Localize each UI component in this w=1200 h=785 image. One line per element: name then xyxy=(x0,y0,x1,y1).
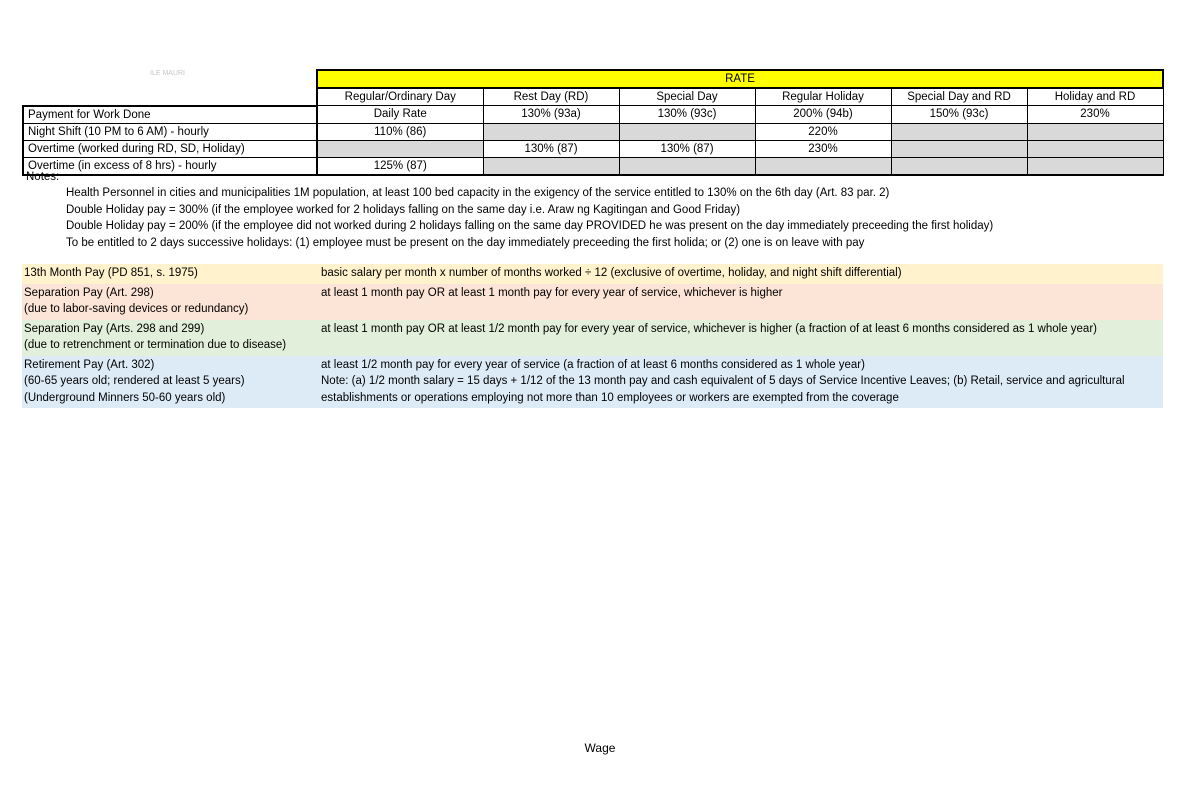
notes-section xyxy=(26,169,993,251)
column-header: Regular/Ordinary Day xyxy=(317,88,483,106)
table-cell: 110% (86) xyxy=(317,123,483,140)
pay-item-rule: at least 1 month pay OR at least 1 month pay for every year of service, whichever is higher xyxy=(321,286,783,299)
table-cell xyxy=(891,140,1027,157)
pay-table xyxy=(22,264,1163,408)
column-header: Special Day and RD xyxy=(891,88,1027,106)
column-header: Regular Holiday xyxy=(755,88,891,106)
pay-item-rule: at least 1 month pay OR at least 1/2 month pay for every year of service, whichever is higher (a fraction of at least 6 months considered as 1 whole year) xyxy=(321,322,1097,335)
table-cell xyxy=(1027,157,1163,175)
pay-row-separation-298-299 xyxy=(22,320,1163,356)
rate-header-row xyxy=(23,70,1163,88)
row-label: Overtime (in excess of 8 hrs) - hourly xyxy=(23,157,317,175)
pay-item-rule: at least 1/2 month pay for every year of service (a fraction of at least 6 months considered as 1 whole year) xyxy=(321,358,865,371)
notes-title: Notes: xyxy=(26,171,60,183)
pay-item-label: Retirement Pay (Art. 302) xyxy=(24,358,155,371)
pay-item-sublabel: (60-65 years old; rendered at least 5 years) xyxy=(24,375,245,387)
pay-item-note: establishments or operations employing not more than 10 employees or workers are exempted from the coverage xyxy=(321,391,899,404)
table-cell: 230% xyxy=(755,140,891,157)
pay-row-separation-298 xyxy=(22,284,1163,320)
row-label: Overtime (worked during RD, SD, Holiday) xyxy=(23,140,317,157)
pay-item-label: 13th Month Pay (PD 851, s. 1975) xyxy=(24,267,198,279)
pay-item-sublabel: (due to labor-saving devices or redundancy) xyxy=(24,303,249,315)
table-cell: 230% xyxy=(1027,106,1163,124)
table-cell: 130% (93a) xyxy=(483,106,619,124)
table-cell xyxy=(891,123,1027,140)
table-cell xyxy=(619,123,755,140)
rate-table xyxy=(22,69,1164,176)
pay-row-retirement xyxy=(22,356,1163,409)
note-line: Health Personnel in cities and municipalities 1M population, at least 100 bed capacity in the exigency of the service entitled to 130% on the 6th day (Art. 83 par. 2) xyxy=(66,187,890,199)
pay-item-sublabel: (due to retrenchment or termination due to disease) xyxy=(24,339,287,351)
row-label: Night Shift (10 PM to 6 AM) - hourly xyxy=(23,123,317,140)
table-cell xyxy=(1027,123,1163,140)
table-cell: 200% (94b) xyxy=(755,106,891,124)
page-footer: Wage xyxy=(584,741,616,755)
pay-item-sublabel: (Underground Minners 50-60 years old) xyxy=(24,391,226,404)
column-header: Special Day xyxy=(619,88,755,106)
table-cell: 220% xyxy=(755,123,891,140)
row-label: Payment for Work Done xyxy=(23,106,317,124)
note-line: To be entitled to 2 days successive holidays: (1) employee must be present on the day immediately preceeding the first holida; or (2) one is on leave with pay xyxy=(66,236,865,249)
table-cell xyxy=(483,123,619,140)
pay-item-rule: basic salary per month x number of months worked ÷ 12 (exclusive of overtime, holiday, and night shift differential) xyxy=(321,267,902,279)
pay-item-label: Separation Pay (Art. 298) xyxy=(24,286,154,299)
pay-item-label: Separation Pay (Arts. 298 and 299) xyxy=(24,322,205,335)
table-cell xyxy=(1027,140,1163,157)
table-cell: Daily Rate xyxy=(317,106,483,124)
rate-header: RATE xyxy=(317,70,1163,88)
pay-row-13th-month xyxy=(22,264,1163,284)
column-header: Holiday and RD xyxy=(1027,88,1163,106)
table-cell: 150% (93c) xyxy=(891,106,1027,124)
faint-label: ILE MAURI xyxy=(150,70,186,77)
note-line: Double Holiday pay = 200% (if the employee did not worked during 2 holidays falling on the same day PROVIDED he was present on the day immediately preceeding the first holiday) xyxy=(66,220,994,232)
table-row xyxy=(23,106,1163,124)
column-header-row xyxy=(23,88,1163,106)
note-line: Double Holiday pay = 300% (if the employee worked for 2 holidays falling on the same day i.e. Araw ng Kagitingan and Good Friday) xyxy=(66,203,741,216)
table-row xyxy=(23,140,1163,157)
table-cell xyxy=(317,140,483,157)
column-header: Rest Day (RD) xyxy=(483,88,619,106)
table-cell: 130% (93c) xyxy=(619,106,755,124)
pay-item-note: Note: (a) 1/2 month salary = 15 days + 1/12 of the 13 month pay and cash equivalent of 5 days of Service Incentive Leaves; (b) Retail, service and agricultural xyxy=(321,375,1125,387)
table-cell: 130% (87) xyxy=(619,140,755,157)
table-cell: 130% (87) xyxy=(483,140,619,157)
table-row xyxy=(23,123,1163,140)
table-cell: 125% (87) xyxy=(317,157,483,175)
